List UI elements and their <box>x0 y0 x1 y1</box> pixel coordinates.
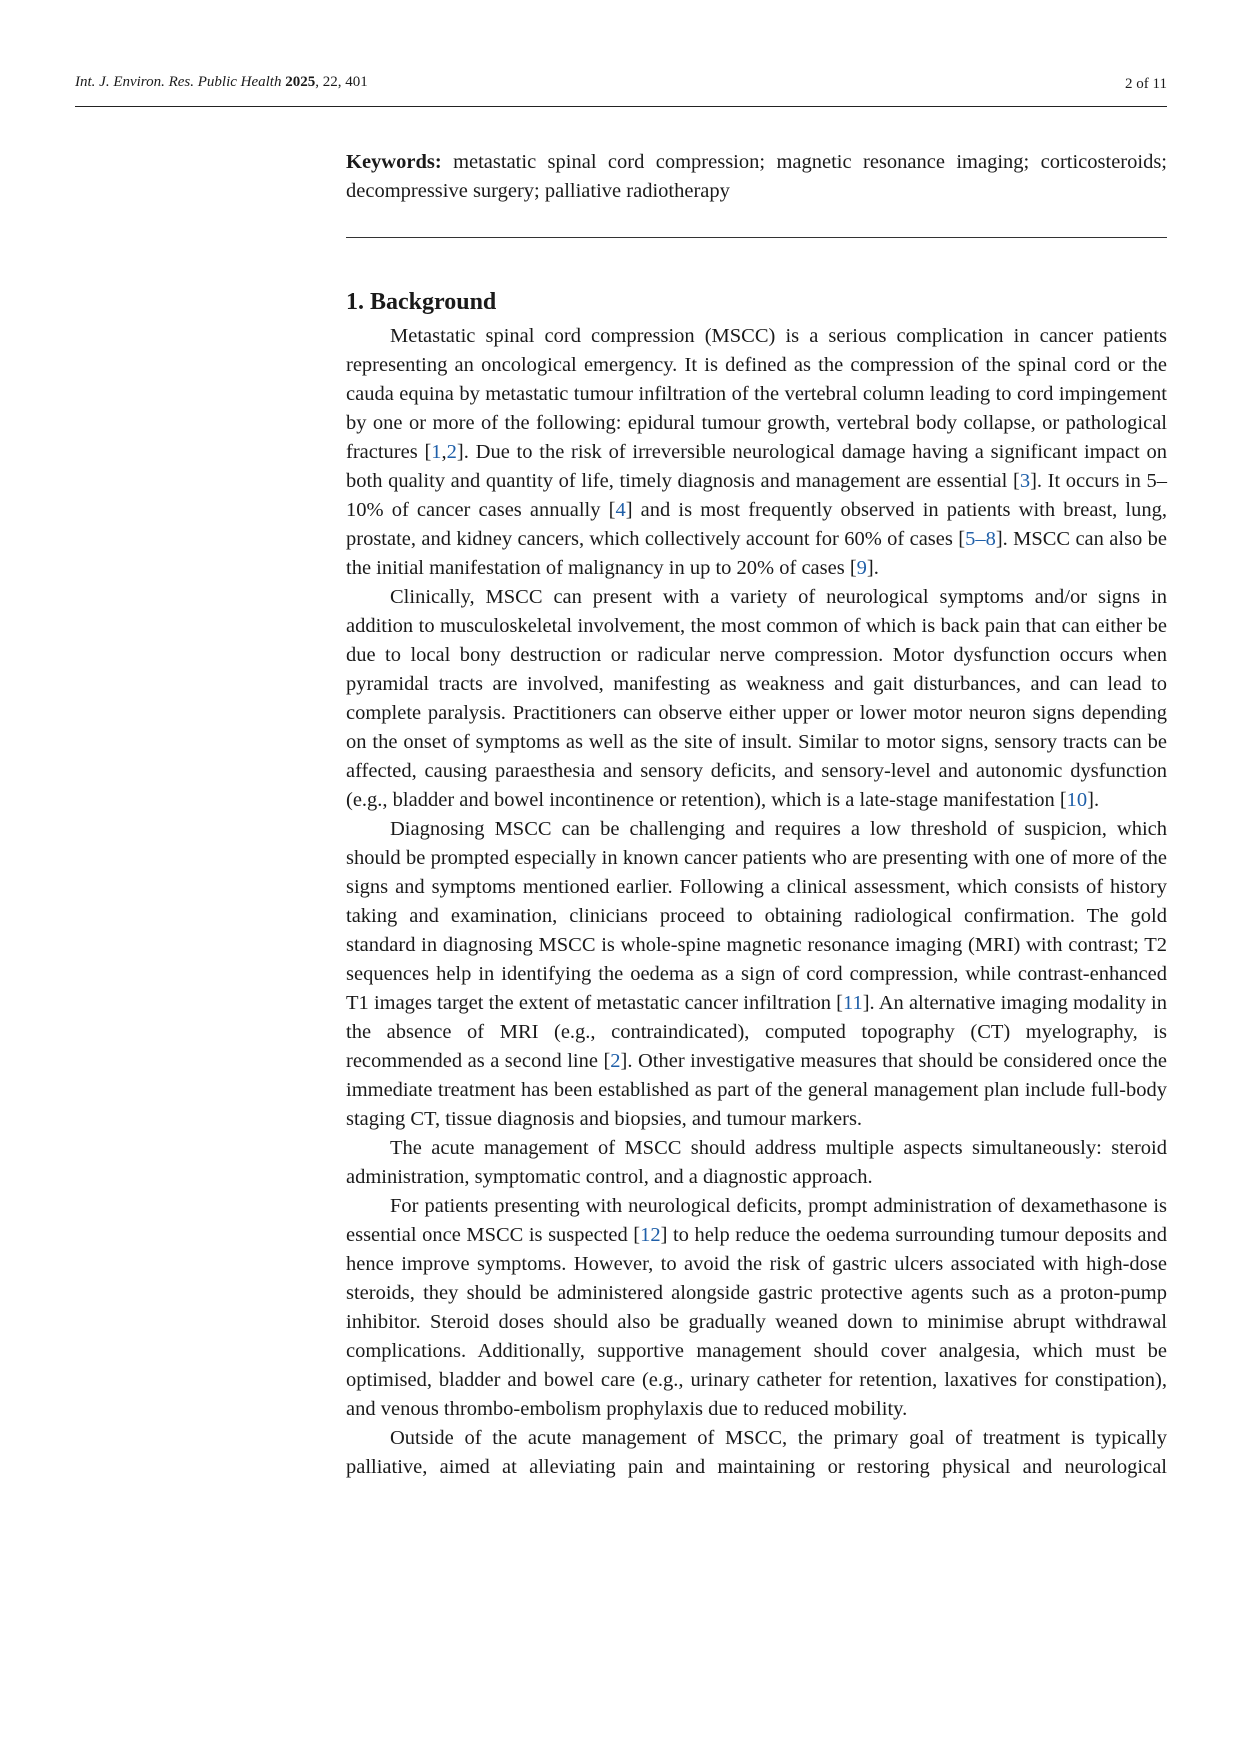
paragraph-text: ]. <box>1087 789 1100 811</box>
body-paragraph <box>346 1134 1167 1192</box>
journal-volume: , 22, 401 <box>315 74 368 90</box>
paragraph-text: The acute management of MSCC should address multiple aspects simultaneously: steroid administration, symptomatic control, and a diagnostic approach. <box>346 1137 1167 1188</box>
paragraph-text: ] to help reduce the oedema surrounding tumour deposits and hence improve symptoms. However, to avoid the risk of gastric ulcers associated with high-dose steroids, they should be administered alongside gastric protective agents such as a proton-pump inhibitor. Steroid doses should also be gradually weaned down to minimise abrupt withdrawal complications. Additionally, supportive management should cover analgesia, which must be optimised, bladder and bowel care (e.g., urinary catheter for retention, laxatives for constipation), and venous thrombo-embolism prophylaxis due to reduced mobility. <box>346 1224 1167 1420</box>
citation-link[interactable]: 5–8 <box>965 528 996 550</box>
section-body <box>346 322 1167 1482</box>
journal-name: Int. J. Environ. Res. Public Health <box>75 74 282 90</box>
page-number: 2 of 11 <box>1125 76 1167 92</box>
paragraph-text: Outside of the acute management of MSCC, the primary goal of treatment is typically palliative, aimed at alleviating pain and maintaining or restoring physical and neurological <box>346 1427 1167 1478</box>
body-paragraph <box>346 815 1167 1134</box>
citation-link[interactable]: 10 <box>1066 789 1088 811</box>
body-paragraph <box>346 1424 1167 1482</box>
section-heading: 1. Background <box>346 289 497 315</box>
paragraph-text: ]. Other investigative measures that should be considered once the immediate treatment has been established as part of the general management plan include full-body staging CT, tissue diagnosis and biopsies, and tumour markers. <box>346 1050 1167 1130</box>
citation-link[interactable]: 12 <box>640 1224 661 1246</box>
paragraph-text: , <box>441 441 447 463</box>
journal-citation <box>75 72 368 92</box>
journal-year: 2025 <box>285 74 316 90</box>
paragraph-text: ]. Due to the risk of irreversible neurological damage having a significant impact on both quality and quantity of life, timely diagnosis and management are essential [ <box>346 441 1167 492</box>
paragraph-text: Diagnosing MSCC can be challenging and requires a low threshold of suspicion, which should be prompted especially in known cancer patients who are presenting with one of more of the signs and symptoms mentioned earlier. Following a clinical assessment, which consists of history taking and examination, clinicians proceed to obtaining radiological confirmation. The gold standard in diagnosing MSCC is whole-spine magnetic resonance imaging (MRI) with contrast; T2 sequences help in identifying the oedema as a sign of cord compression, while contrast-enhanced T1 images target the extent of metastatic cancer infiltration [ <box>346 818 1167 1014</box>
body-paragraph <box>346 1192 1167 1424</box>
header-divider <box>75 106 1167 107</box>
citation-link[interactable]: 4 <box>615 499 626 521</box>
body-paragraph <box>346 322 1167 583</box>
keywords-block <box>346 148 1167 206</box>
body-paragraph <box>346 583 1167 815</box>
paragraph-text: ] and is most frequently observed in patients with breast, lung, prostate, and kidney cancers, which collectively account for 60% of cases [ <box>346 499 1168 550</box>
keywords-text: metastatic spinal cord compression; magnetic resonance imaging; corticosteroids; decompressive surgery; palliative radiotherapy <box>346 151 1167 202</box>
citation-link[interactable]: 1 <box>431 441 442 463</box>
paragraph-text: ]. It occurs in 5–10% of cancer cases annually [ <box>346 470 1167 521</box>
running-header <box>75 72 1167 106</box>
paragraph-text: Clinically, MSCC can present with a variety of neurological symptoms and/or signs in addition to musculoskeletal involvement, the most common of which is back pain that can either be due to local bony destruction or radicular nerve compression. Motor dysfunction occurs when pyramidal tracts are involved, manifesting as weakness and gait disturbances, and can lead to complete paralysis. Practitioners can observe either upper or lower motor neuron signs depending on the onset of symptoms as well as the site of insult. Similar to motor signs, sensory tracts can be affected, causing paraesthesia and sensory deficits, and sensory-level and autonomic dysfunction (e.g., bladder and bowel incontinence or retention), which is a late-stage manifestation [ <box>346 586 1167 811</box>
paragraph-text: ]. <box>866 557 879 579</box>
paragraph-text: Metastatic spinal cord compression (MSCC) is a serious complication in cancer patients representing an oncological emergency. It is defined as the compression of the spinal cord or the cauda equina by metastatic tumour infiltration of the vertebral column leading to cord impingement by one or more of the following: epidural tumour growth, vertebral body collapse, or pathological fractures [ <box>346 325 1167 463</box>
paragraph-text: ]. MSCC can also be the initial manifestation of malignancy in up to 20% of cases [ <box>346 528 1168 579</box>
citation-link[interactable]: 11 <box>842 992 863 1014</box>
keywords-label: Keywords: <box>346 151 442 173</box>
citation-link[interactable]: 3 <box>1019 470 1031 492</box>
paragraph-text: ]. An alternative imaging modality in the absence of MRI (e.g., contraindicated), computed topography (CT) myelography, is recommended as a second line [ <box>346 992 1167 1072</box>
paragraph-text: For patients presenting with neurological deficits, prompt administration of dexamethasone is essential once MSCC is suspected [ <box>346 1195 1167 1246</box>
keywords-divider <box>346 237 1167 238</box>
citation-link[interactable]: 9 <box>856 557 867 579</box>
citation-link[interactable]: 2 <box>446 441 457 463</box>
citation-link[interactable]: 2 <box>610 1050 621 1072</box>
